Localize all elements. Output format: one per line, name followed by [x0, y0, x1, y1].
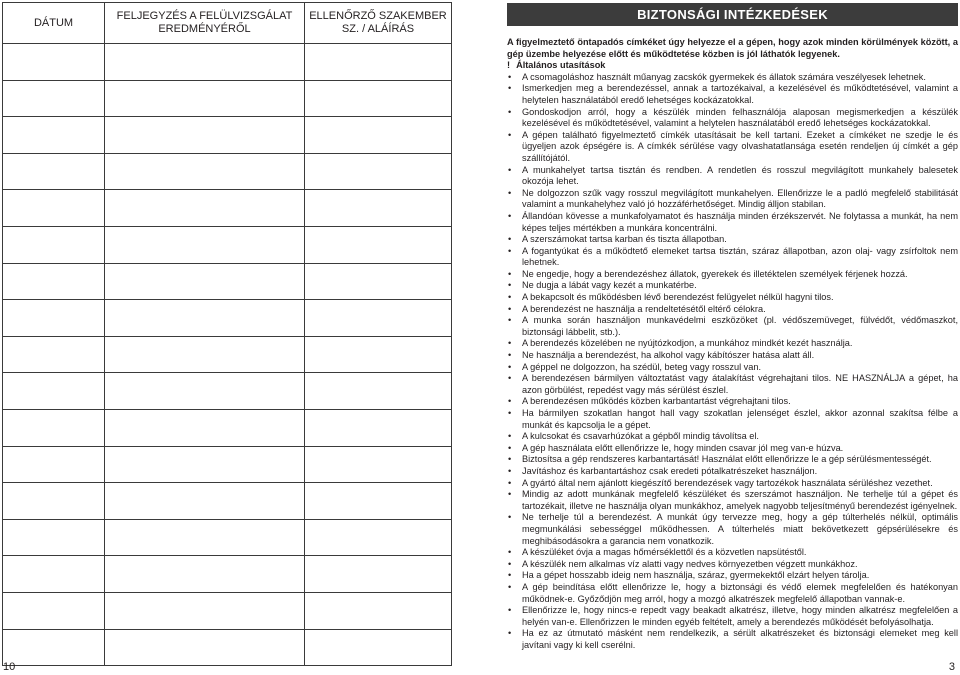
bullet-icon: • [508, 512, 512, 523]
rule-text: Állandóan kövesse a munkafolyamatot és használja minden érzékszervét. Ne folytassa a munkát, ha nem képes teljes mértékben a munkára koncentrálni. [522, 210, 958, 233]
log-cell-signature [305, 519, 452, 556]
page-title: BIZTONSÁGI INTÉZKEDÉSEK [637, 7, 828, 22]
rule-text: A géppel ne dolgozzon, ha szédül, beteg vagy rosszul van. [522, 361, 762, 372]
section-title: Általános utasítások [516, 60, 606, 71]
rule-text: Biztosítsa a gép rendszeres karbantartását! Használat előtt ellenőrizze le a gép sérülésmentességét. [522, 454, 932, 465]
log-cell-signature [305, 300, 452, 337]
log-cell-signature [305, 263, 452, 300]
page-number-right: 3 [948, 661, 955, 673]
log-cell-notes [105, 629, 305, 666]
rule-item [507, 454, 958, 466]
rule-item [507, 478, 958, 490]
bullet-icon: • [508, 303, 512, 314]
rule-item [507, 107, 958, 130]
bullet-icon: • [508, 581, 512, 592]
log-row [3, 226, 452, 263]
rule-item [507, 83, 958, 106]
log-row [3, 190, 452, 227]
log-cell-signature [305, 592, 452, 629]
log-cell-notes [105, 80, 305, 117]
bullet-icon: • [508, 396, 512, 407]
bullet-icon: • [508, 83, 512, 94]
rule-text: A berendezés közelében ne nyújtózkodjon, a munkához mindkét kezét használja. [522, 338, 853, 349]
rule-item [507, 547, 958, 559]
rule-text: A berendezésen bármilyen változtatást vagy átalakítást végrehajtani tilos. NE HASZNÁLJA a gépet, ha azon görbülést, repedést vagy más sérülést észlel. [522, 373, 958, 395]
bullet-icon: • [508, 465, 512, 476]
log-row [3, 409, 452, 446]
log-row [3, 519, 452, 556]
log-cell-notes [105, 44, 305, 81]
log-cell-notes [105, 336, 305, 373]
rule-text: A berendezést ne használja a rendeltetésétől eltérő célokra. [522, 303, 766, 314]
log-row [3, 336, 452, 373]
log-cell-signature [305, 556, 452, 593]
rule-text: Ellenőrizze le, hogy nincs-e repedt vagy beakadt alkatrész, illetve, hogy minden alkatrész megfelelően a helyén van-e. Ellenőrizzen le minden egyéb feltételt, amely a berendezés működését befolyásolhatja. [522, 605, 958, 627]
warning-icon: ! [507, 60, 511, 71]
log-cell-notes [105, 556, 305, 593]
column-header-date: DÁTUM [3, 3, 105, 44]
bullet-icon: • [508, 558, 512, 569]
log-row [3, 592, 452, 629]
log-cell-signature [305, 226, 452, 263]
rule-text: Ne dolgozzon szűk vagy rosszul megvilágított munkahelyen. Ellenőrizze le a padló megfelelő stabilitását valamint a munkahelyhez való jó hozzáférhetőséget. Mindig álljon stabilan. [522, 187, 958, 210]
log-row [3, 300, 452, 337]
rule-text: Gondoskodjon arról, hogy a készülék minden felhasználója alaposan megismerkedjen a készülék kezelésével és működtetésével, valamint a helytelen használatából eredő lehetséges kockázatokkal. [522, 106, 958, 129]
bullet-icon: • [508, 106, 512, 117]
log-cell-date [3, 80, 105, 117]
bullet-icon: • [508, 489, 512, 500]
bullet-icon: • [508, 431, 512, 442]
log-cell-signature [305, 190, 452, 227]
bullet-icon: • [508, 350, 512, 361]
rule-text: A kulcsokat és csavarhúzókat a gépből mindig távolítsa el. [522, 431, 759, 442]
log-cell-date [3, 556, 105, 593]
log-cell-signature [305, 629, 452, 666]
log-cell-notes [105, 446, 305, 483]
rule-item [507, 338, 958, 350]
bullet-icon: • [508, 408, 512, 418]
log-cell-date [3, 300, 105, 337]
log-cell-notes [105, 300, 305, 337]
rule-item [507, 582, 958, 605]
column-header-signature: ELLENŐRZŐ SZAKEMBER SZ. / ALÁÍRÁS [305, 3, 452, 44]
rule-text: A készüléket óvja a magas hőmérséklettől és a közvetlen napsütéstől. [522, 547, 807, 558]
log-cell-date [3, 483, 105, 520]
log-cell-date [3, 629, 105, 666]
rule-text: Ne engedje, hogy a berendezéshez állatok, gyerekek és illetéktelen személyek férjenek hozzá. [522, 268, 908, 279]
bullet-icon: • [508, 292, 512, 303]
bullet-icon: • [508, 605, 512, 616]
rule-text: A gyártó által nem ajánlott kiegészítő berendezések vagy tartozékok használata sérüléshez vezethet. [522, 477, 933, 488]
rule-text: A berendezésen működés közben karbantartást végrehajtani tilos. [522, 396, 791, 407]
rule-text: Ha ez az útmutató másként nem rendelkezik, a sérült alkatrészeket és biztonsági elemeket meg kell javítani vagy ki kell cserélni. [522, 628, 958, 650]
log-cell-notes [105, 117, 305, 154]
bullet-icon: • [508, 210, 512, 221]
safety-instructions-page [507, 3, 958, 651]
bullet-icon: • [508, 71, 512, 82]
log-cell-notes [105, 519, 305, 556]
log-body [3, 44, 452, 666]
rule-text: Ismerkedjen meg a berendezéssel, annak a tartozékaival, a kezelésével és működtetésével, valamint a helytelen használatából eredő lehetséges kockázatokkal. [522, 83, 958, 105]
log-cell-signature [305, 446, 452, 483]
rule-item [507, 304, 958, 316]
log-cell-notes [105, 592, 305, 629]
log-cell-signature [305, 80, 452, 117]
rule-text: A fogantyúkat és a működtető elemeket tartsa tisztán, száraz állapotban, azon olaj- vagy zsírfoltok nem lehetnek. [522, 245, 958, 268]
maintenance-log-table [2, 2, 452, 666]
log-cell-date [3, 44, 105, 81]
bullet-icon: • [508, 547, 512, 558]
log-cell-notes [105, 409, 305, 446]
log-cell-date [3, 373, 105, 410]
bullet-icon: • [508, 315, 512, 326]
log-cell-notes [105, 226, 305, 263]
rule-item [507, 188, 958, 211]
log-row [3, 556, 452, 593]
bullet-icon: • [508, 245, 512, 256]
log-cell-date [3, 153, 105, 190]
rule-text: A munka során használjon munkavédelmi eszközöket (pl. védőszemüveget, fülvédőt, védőmaszkot, biztonsági lábbelit, stb.). [522, 315, 958, 337]
bullet-icon: • [508, 268, 512, 279]
rule-text: A készülék nem alkalmas víz alatti vagy nedves környezetben végzett munkákhoz. [522, 558, 858, 569]
log-cell-notes [105, 263, 305, 300]
bullet-icon: • [508, 187, 512, 198]
rule-item [507, 512, 958, 547]
log-row [3, 263, 452, 300]
rule-text: A gépen található figyelmeztető címkék utasításait be kell tartani. Ezeket a címkéket ne szedje le és ügyeljen azok épségére is. A címkék sérülése vagy olvashatatlansága esetén rendeljen új címkét a gép szállítójától. [522, 129, 958, 163]
rule-text: A gép használata előtt ellenőrizze le, hogy minden csavar jól meg van-e húzva. [522, 442, 844, 453]
rule-text: Ne használja a berendezést, ha alkohol vagy kábítószer hatása alatt áll. [522, 350, 815, 361]
page-number-left: 10 [3, 661, 16, 673]
log-cell-signature [305, 483, 452, 520]
column-header-notes: FELJEGYZÉS A FELÜLVIZSGÁLAT EREDMÉNYÉRŐL [105, 3, 305, 44]
log-cell-notes [105, 373, 305, 410]
rule-text: A szerszámokat tartsa karban és tiszta állapotban. [522, 234, 727, 245]
rule-item [507, 628, 958, 651]
bullet-icon: • [508, 129, 512, 140]
rule-item [507, 431, 958, 443]
rule-item [507, 292, 958, 304]
rule-item [507, 211, 958, 234]
intro-paragraph: A figyelmeztető öntapadós címkéket úgy helyezze el a gépen, hogy azok minden körülmények között, a gép üzembe helyezése előtt és működtetése közben is jól láthatók legyenek. [507, 37, 958, 59]
log-cell-date [3, 409, 105, 446]
bullet-icon: • [508, 234, 512, 245]
log-cell-notes [105, 483, 305, 520]
rule-text: A csomagoláshoz használt műanyag zacskók gyermekek és állatok számára veszélyesek lehetnek. [522, 71, 926, 82]
bullet-icon: • [508, 361, 512, 372]
rule-text: A munkahelyet tartsa tisztán és rendben. A rendetlen és rosszul megvilágított munkahely balesetek okozója lehet. [522, 164, 958, 187]
log-cell-signature [305, 117, 452, 154]
log-row [3, 44, 452, 81]
log-cell-notes [105, 153, 305, 190]
rule-item [507, 605, 958, 628]
log-cell-date [3, 592, 105, 629]
rule-item [507, 466, 958, 478]
rule-item [507, 559, 958, 571]
rule-text: Javításhoz és karbantartáshoz csak eredeti pótalkatrészeket használjon. [522, 465, 818, 476]
log-row [3, 629, 452, 666]
log-cell-signature [305, 336, 452, 373]
bullet-icon: • [508, 338, 512, 349]
bullet-icon: • [508, 442, 512, 453]
log-cell-date [3, 226, 105, 263]
rule-item [507, 570, 958, 582]
rule-item [507, 362, 958, 374]
log-cell-signature [305, 373, 452, 410]
rule-item [507, 130, 958, 165]
log-cell-date [3, 117, 105, 154]
log-cell-date [3, 336, 105, 373]
rule-text: A gép beindítása előtt ellenőrizze le, hogy a biztonsági és védő elemek megfelelően és hatékonyan működnek-e. Győződjön meg arról, hogy a mozgó alkatrészek megfelelő állapotban vannak-e. [522, 581, 958, 604]
rule-item [507, 315, 958, 338]
bullet-icon: • [508, 454, 512, 465]
log-cell-date [3, 190, 105, 227]
rule-item [507, 489, 958, 512]
section-heading [507, 60, 958, 72]
log-cell-notes [105, 190, 305, 227]
rule-text: Ha bármilyen szokatlan hangot hall vagy szokatlan jelenséget észlel, akkor azonnal szakítsa félbe a munkát és kapcsolja le a gépet. [522, 408, 958, 430]
rule-text: Mindig az adott munkának megfelelő készüléket és szerszámot használjon. Ne terhelje túl a gépet és tartozékait, illetve ne használja olyan munkákhoz, amelyek nagyobb teljesítményű berendezést igényelnek. [522, 489, 958, 511]
rule-item [507, 246, 958, 269]
bullet-icon: • [508, 477, 512, 488]
rules-list [507, 72, 958, 652]
rule-item [507, 280, 958, 292]
rule-item [507, 165, 958, 188]
rule-item [507, 373, 958, 396]
log-row [3, 153, 452, 190]
rule-item [507, 269, 958, 281]
rule-item [507, 408, 958, 431]
rule-item [507, 396, 958, 408]
bullet-icon: • [508, 164, 512, 175]
log-cell-signature [305, 44, 452, 81]
log-cell-date [3, 263, 105, 300]
rule-item [507, 234, 958, 246]
rule-text: Ne dugja a lábát vagy kezét a munkatérbe. [522, 280, 697, 291]
bullet-icon: • [508, 628, 512, 639]
bullet-icon: • [508, 570, 512, 581]
rule-text: A bekapcsolt és működésben lévő berendezést felügyelet nélkül hagyni tilos. [522, 292, 834, 303]
rule-item [507, 443, 958, 455]
log-row [3, 80, 452, 117]
rule-item [507, 72, 958, 84]
log-row [3, 117, 452, 154]
rule-text: Ne terhelje túl a berendezést. A munkát úgy tervezze meg, hogy a gép túlterhelés nélkül, optimális megmunkálási sebességgel működhessen. A túlterhelés miatt bekövetkezett gépsérülésekre és meghibásodásokra a garancia nem vonatkozik. [522, 512, 958, 546]
bullet-icon: • [508, 280, 512, 291]
rule-item [507, 350, 958, 362]
bullet-icon: • [508, 373, 512, 384]
log-row [3, 373, 452, 410]
log-cell-signature [305, 409, 452, 446]
log-cell-date [3, 446, 105, 483]
log-row [3, 483, 452, 520]
log-row [3, 446, 452, 483]
log-header-row [3, 3, 452, 44]
log-cell-signature [305, 153, 452, 190]
rule-text: Ha a gépet hosszabb ideig nem használja, száraz, gyermekektől elzárt helyen tárolja. [522, 570, 870, 581]
section-header-bar [507, 3, 958, 26]
log-cell-date [3, 519, 105, 556]
